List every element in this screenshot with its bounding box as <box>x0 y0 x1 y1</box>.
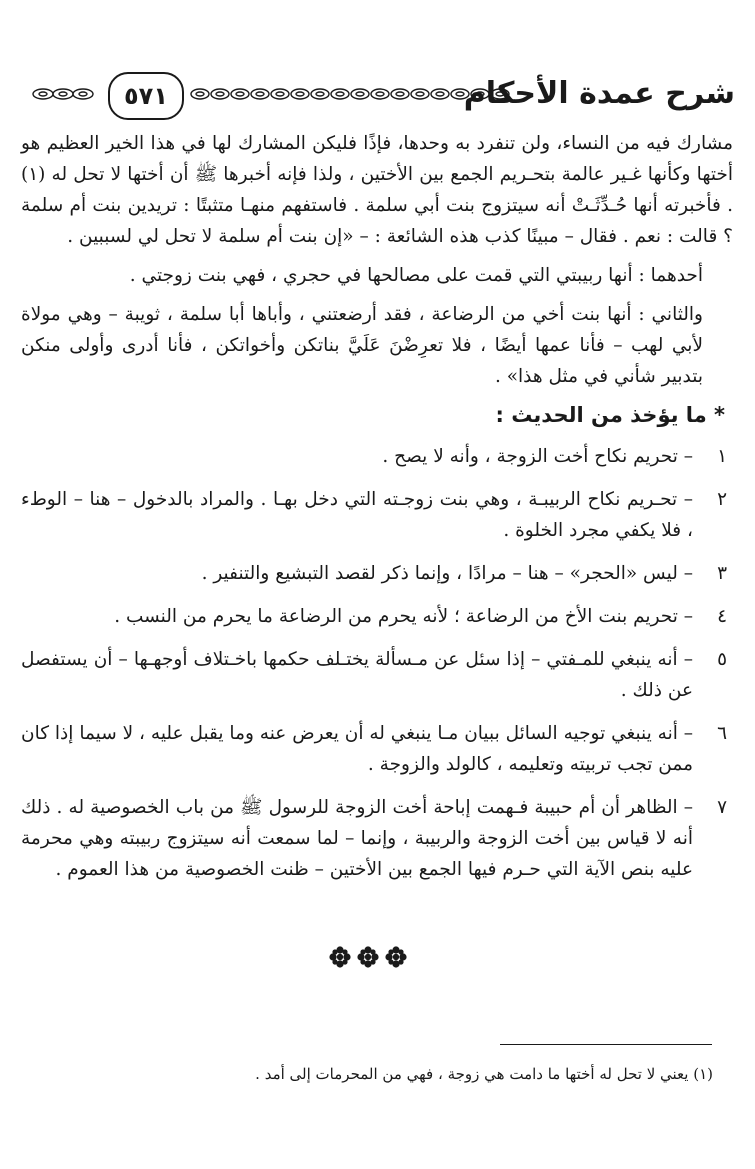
list-item-number: ٥ <box>717 649 727 670</box>
footnote-divider <box>500 1044 712 1045</box>
list-item-number: ٣ <box>717 563 727 584</box>
list-item-number: ٦ <box>717 723 727 744</box>
list-item-text: – أنه ينبغي توجيه السائل ببيان مـا ينبغي له أن يعرض عنه وما يقبل عليه ، لا سيما إذا كان ممن تجب تربيته وتعليمه ، كالولد والزوجة . <box>21 723 693 775</box>
list-item-number: ٢ <box>717 489 727 510</box>
list-item-number: ٤ <box>717 606 727 627</box>
paragraph-second-reason: والثاني : أنها بنت أخي من الرضاعة ، فقد أرضعتني ، وأباها أبا سلمة ، ثويبة – وهي مولاة لأبي لهب – فأنا عمها أيضًا ، فلا تعرِضْنَ عَلَيَّ بناتكن وأخواتكن ، فأنا أدرى وأولى منكن بتدبير شأني في مثل هذا» . <box>21 304 703 387</box>
list-item-number: ٧ <box>717 797 727 818</box>
list-item <box>21 644 733 706</box>
flower-ornament-icon <box>326 944 410 970</box>
list-item <box>21 558 733 589</box>
list-item-text: – الظاهر أن أم حبيبة فـهمت إباحة أخت الزوجة للرسول ﷺ من باب الخصوصية له . ذلك أنه لا قياس بين أخت الزوجة والربيبة ، وإنما – لما سمعت أنه سيتزوج ربيبته وهي محرمة عليه بنص الآية التي حـرم فيها الجمع بين الأختين – ظنت الخصوصية من هذا العموم . <box>21 797 693 880</box>
list-item <box>21 601 733 632</box>
paragraph-first-reason: أحدهما : أنها ربيبتي التي قمت على مصالحها في حجري ، فهي بنت زوجتي . <box>129 265 703 286</box>
paragraph-intro: مشارك فيه من النساء، ولن تنفرد به وحدها، فإذًا فليكن المشارك لها في هذا الخير العظيم هو أختها وكأنها غـير عالمة بتحـريم الجمع بين الأختين ، ولذا فإنه أخبرها ﷺ أن أختها لا تحل له (١) . فأخبرته أنها حُـدِّثَـتْ أنه سيتزوج بنت أبي سلمة . فاستفهم منهـا متثبتًا : تريدين بنت أم سلمة ؟ قالت : نعم . فقال – مبينًا كذب هذه الشائعة : – «إن بنت أم سلمة لا تحل لي لسببين . <box>21 133 733 247</box>
list-item <box>21 484 733 546</box>
list-item <box>21 718 733 780</box>
page-header <box>20 72 735 124</box>
footnote: (١) يعني لا تحل له أختها ما دامت هي زوجة ، فهي من المحرمات إلى أمد . <box>255 1065 713 1083</box>
list-item-text: – تحـريم نكاح الربيبـة ، وهي بنت زوجـته التي دخل بهـا . والمراد بالدخول – هنا – الوطء ، فلا يكفي مجرد الخلوة . <box>21 489 693 541</box>
list-item-text: – ليس «الحجر» – هنا – مرادًا ، وإنما ذكر لقصد التبشيع والتنفير . <box>201 563 693 584</box>
book-title: شرح عمدة الأحكام <box>463 76 735 111</box>
page-number: ٥٧١ <box>108 72 184 120</box>
section-heading: * ما يؤخذ من الحديث : <box>495 403 725 427</box>
list-item-number: ١ <box>717 446 727 467</box>
header-ornament-chain-icon <box>190 87 510 101</box>
list-item-text: – أنه ينبغي للمـفتي – إذا سئل عن مـسألة يختـلف حكمها باخـتلاف أوجهـها – أن يستفصل عن ذلك . <box>21 649 693 701</box>
main-text <box>21 128 733 897</box>
list-item <box>21 441 733 472</box>
header-ornament-small-icon <box>32 87 94 101</box>
list-item <box>21 792 733 885</box>
list-item-text: – تحريم نكاح أخت الزوجة ، وأنه لا يصح . <box>382 446 693 467</box>
list-item-text: – تحريم بنت الأخ من الرضاعة ؛ لأنه يحرم من الرضاعة ما يحرم من النسب . <box>114 606 693 627</box>
